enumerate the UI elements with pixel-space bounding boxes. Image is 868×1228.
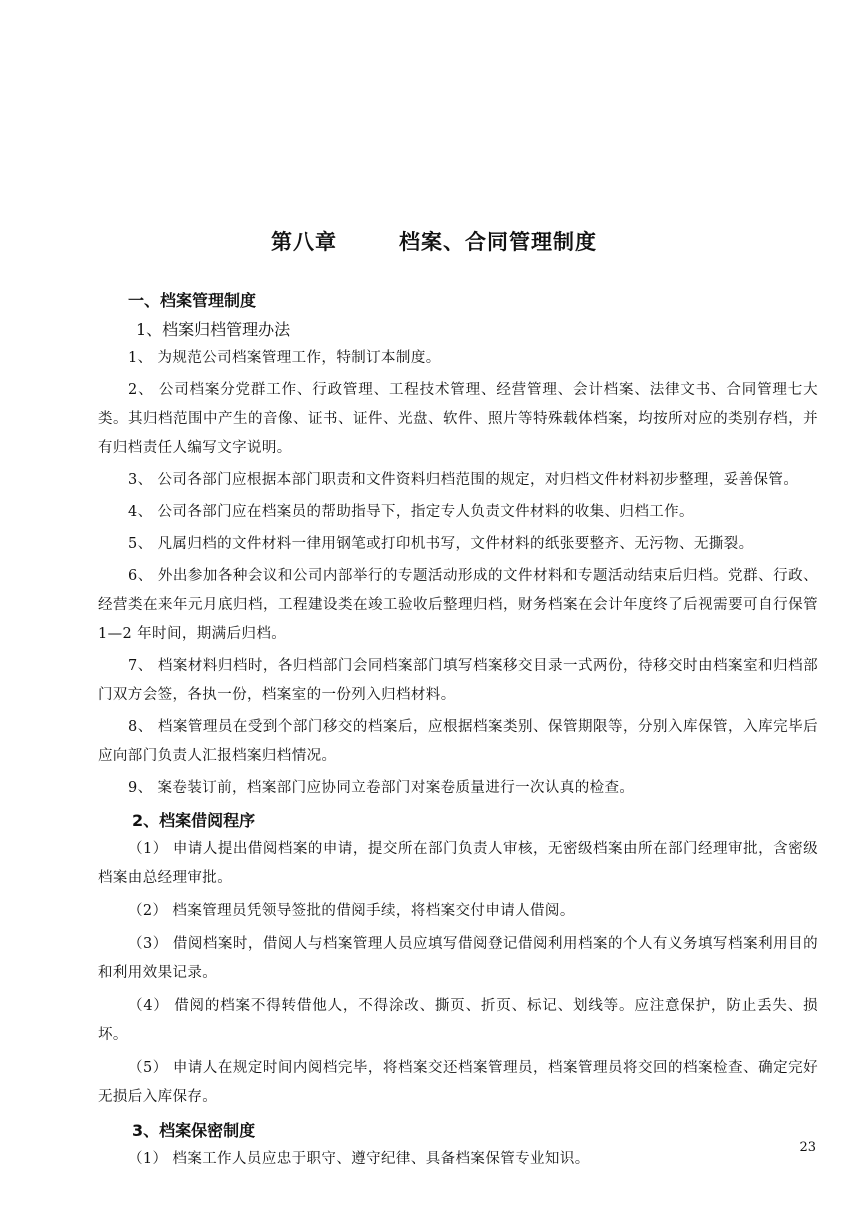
paragraph: （3） 借阅档案时，借阅人与档案管理人员应填写借阅登记借阅利用档案的个人有义务填写档案利用目的和利用效果记录。 — [98, 936, 818, 981]
paragraph: 3、 公司各部门应根据本部门职责和文件资料归档范围的规定，对归档文件材料初步整理，妥善保管。 — [128, 472, 799, 488]
section-heading: 3、档案保密制度 — [132, 1121, 256, 1140]
paragraph: （5） 申请人在规定时间内阅档完毕，将档案交还档案管理员，档案管理员将交回的档案检查、确定完好无损后入库保存。 — [98, 1060, 818, 1105]
paragraph: 4、 公司各部门应在档案员的帮助指导下，指定专人负责文件材料的收集、归档工作。 — [128, 504, 694, 520]
paragraph: 8、 档案管理员在受到个部门移交的档案后，应根据档案类别、保管期限等，分别入库保管，入库完毕后应向部门负责人汇报档案归档情况。 — [98, 719, 818, 764]
paragraph: （4） 借阅的档案不得转借他人，不得涂改、撕页、折页、标记、划线等。应注意保护，防止丢失、损坏。 — [98, 998, 818, 1043]
page-number: 23 — [799, 1140, 816, 1155]
section-heading: 一、档案管理制度 — [128, 291, 257, 310]
paragraph: 2、 公司档案分党群工作、行政管理、工程技术管理、经营管理、会计档案、法律文书、合同管理七大类。其归档范围中产生的音像、证书、证件、光盘、软件、照片等特殊载体档案，均按所对应的类别存档，并有归档责任人编写文字说明。 — [98, 382, 818, 456]
paragraph: 7、 档案材料归档时，各归档部门会同档案部门填写档案移交目录一式两份，待移交时由档案室和归档部门双方会签，各执一份，档案室的一份列入归档材料。 — [98, 658, 818, 703]
paragraph: 6、 外出参加各种会议和公司内部举行的专题活动形成的文件材料和专题活动结束后归档。党群、行政、经营类在来年元月底归档，工程建设类在竣工验收后整理归档，财务档案在会计年度终了后视需要可自行保管 1—2 年时间，期满后归档。 — [98, 568, 818, 642]
chapter-number: 第八章 — [271, 230, 337, 254]
paragraph: （1） 申请人提出借阅档案的申请，提交所在部门负责人审核，无密级档案由所在部门经理审批，含密级档案由总经理审批。 — [98, 841, 818, 886]
paragraph: 5、 凡属归档的文件材料一律用钢笔或打印机书写，文件材料的纸张要整齐、无污物、无撕裂。 — [128, 536, 754, 552]
paragraph: 1、 为规范公司档案管理工作，特制订本制度。 — [128, 350, 441, 366]
section-heading: 2、档案借阅程序 — [132, 811, 256, 830]
chapter-name: 档案、合同管理制度 — [399, 230, 597, 254]
document-body — [98, 286, 818, 1178]
subsection-heading: 1、档案归档管理办法 — [136, 320, 291, 339]
paragraph: （1） 档案工作人员应忠于职守、遵守纪律、具备档案保管专业知识。 — [128, 1151, 590, 1167]
paragraph: （2） 档案管理员凭领导签批的借阅手续，将档案交付申请人借阅。 — [128, 903, 575, 919]
paragraph: 9、 案卷装订前，档案部门应协同立卷部门对案卷质量进行一次认真的检查。 — [128, 780, 635, 796]
chapter-title — [0, 226, 868, 256]
